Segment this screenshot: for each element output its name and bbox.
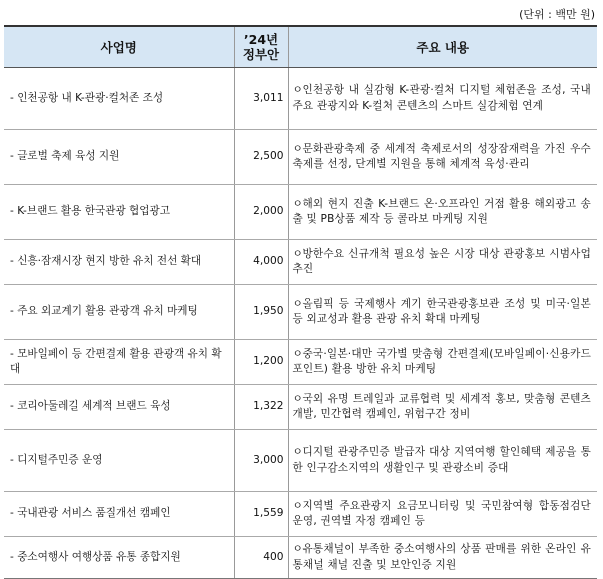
row-budget: 1,322 — [234, 385, 288, 430]
bullet-circle-icon: ㅇ — [292, 446, 303, 458]
row-budget: 2,000 — [234, 185, 288, 240]
row-name: - 중소여행사 여행상품 유통 종합지원 — [4, 537, 234, 579]
header-budget — [234, 26, 288, 68]
bullet-circle-icon: ㅇ — [292, 84, 303, 96]
row-name: - 인천공항 내 K-관광·컬처존 조성 — [4, 68, 234, 130]
row-budget: 1,200 — [234, 340, 288, 385]
row-content-text: 올림픽 등 국제행사 계기 한국관광홍보관 조성 및 미국·일본 등 외교성과 활용 관광 유치 확대 마케팅 — [292, 297, 591, 325]
row-content — [288, 68, 597, 130]
table-row — [4, 537, 597, 579]
row-budget: 4,000 — [234, 240, 288, 285]
row-content — [288, 130, 597, 185]
row-name: - 글로벌 축제 육성 지원 — [4, 130, 234, 185]
table-row — [4, 430, 597, 492]
table-row — [4, 385, 597, 430]
bullet-circle-icon: ㅇ — [292, 392, 303, 405]
row-content-text: 방한수요 신규개척 필요성 높은 시장 대상 관광홍보 시범사업 추진 — [292, 247, 591, 275]
table-header-row — [4, 26, 597, 68]
row-budget: 1,950 — [234, 285, 288, 340]
row-content — [288, 340, 597, 385]
row-budget: 3,000 — [234, 430, 288, 492]
row-name: - 신흥·잠재시장 현지 방한 유치 전선 확대 — [4, 240, 234, 285]
bullet-circle-icon: ㅇ — [292, 543, 303, 555]
row-content — [288, 240, 597, 285]
row-content — [288, 537, 597, 579]
row-content — [288, 492, 597, 537]
header-budget-line2: 정부안 — [242, 47, 280, 62]
row-budget: 2,500 — [234, 130, 288, 185]
row-name: - 주요 외교계기 활용 관광객 유치 마케팅 — [4, 285, 234, 340]
bullet-circle-icon: ㅇ — [292, 347, 303, 360]
row-content-text: 디지털 관광주민증 발급자 대상 지역여행 할인혜택 제공을 통한 인구감소지역의 생활인구 및 관광소비 증대 — [292, 446, 591, 474]
table-row — [4, 492, 597, 537]
row-budget: 400 — [234, 537, 288, 579]
row-budget: 1,559 — [234, 492, 288, 537]
table-row — [4, 240, 597, 285]
bullet-circle-icon: ㅇ — [292, 197, 303, 210]
row-content-text: 국외 유명 트레일과 교류협력 및 세계적 홍보, 맞춤형 콘텐츠 개발, 민간협력 캠페인, 위험구간 정비 — [292, 392, 591, 420]
row-content-text: 중국·일본·대만 국가별 맞춤형 간편결제(모바일페이·신용카드 포인트) 활용 방한 유치 마케팅 — [292, 347, 591, 375]
row-content-text: 문화관광축제 중 세계적 축제로서의 성장잠재력을 가진 우수축제를 선정, 단계별 지원을 통해 체계적 육성·관리 — [292, 142, 591, 170]
row-content-text: 해외 현지 진출 K-브랜드 온·오프라인 거점 활용 해외광고 송출 및 PB상품 제작 등 콜라보 마케팅 지원 — [292, 197, 591, 225]
header-content: 주요 내용 — [288, 26, 597, 68]
row-budget: 3,011 — [234, 68, 288, 130]
table-row — [4, 285, 597, 340]
row-content-text: 지역별 주요관광지 요금모니터링 및 국민참여형 합동점검단 운영, 권역별 자정 캠페인 등 — [292, 499, 591, 527]
table-row — [4, 130, 597, 185]
header-budget-line1: ’24년 — [243, 32, 279, 47]
table-row — [4, 340, 597, 385]
row-name: - 국내관광 서비스 품질개선 캠페인 — [4, 492, 234, 537]
table-row — [4, 68, 597, 130]
bullet-circle-icon: ㅇ — [292, 247, 303, 260]
row-name: - 디지털주민증 운영 — [4, 430, 234, 492]
bullet-circle-icon: ㅇ — [292, 499, 303, 512]
row-name: - K-브랜드 활용 한국관광 협업광고 — [4, 185, 234, 240]
row-content — [288, 185, 597, 240]
row-content-text: 인천공항 내 실감형 K-관광·컬처 디지털 체험존을 조성, 국내 주요 관광지와 K-컬처 콘텐츠의 스마트 실감체험 연계 — [292, 84, 591, 112]
budget-table — [4, 25, 597, 579]
row-content — [288, 430, 597, 492]
table-row — [4, 185, 597, 240]
row-content — [288, 385, 597, 430]
unit-label: (단위 : 백만 원) — [519, 8, 595, 21]
bullet-circle-icon: ㅇ — [292, 142, 303, 155]
header-name: 사업명 — [4, 26, 234, 68]
row-name: - 모바일페이 등 간편결제 활용 관광객 유치 확대 — [4, 340, 234, 385]
bullet-circle-icon: ㅇ — [292, 297, 303, 310]
row-name: - 코리아둘레길 세계적 브랜드 육성 — [4, 385, 234, 430]
row-content-text: 유통채널이 부족한 중소여행사의 상품 판매를 위한 온라인 유통채널 채널 진출 및 보안인증 지원 — [292, 543, 591, 571]
row-content — [288, 285, 597, 340]
